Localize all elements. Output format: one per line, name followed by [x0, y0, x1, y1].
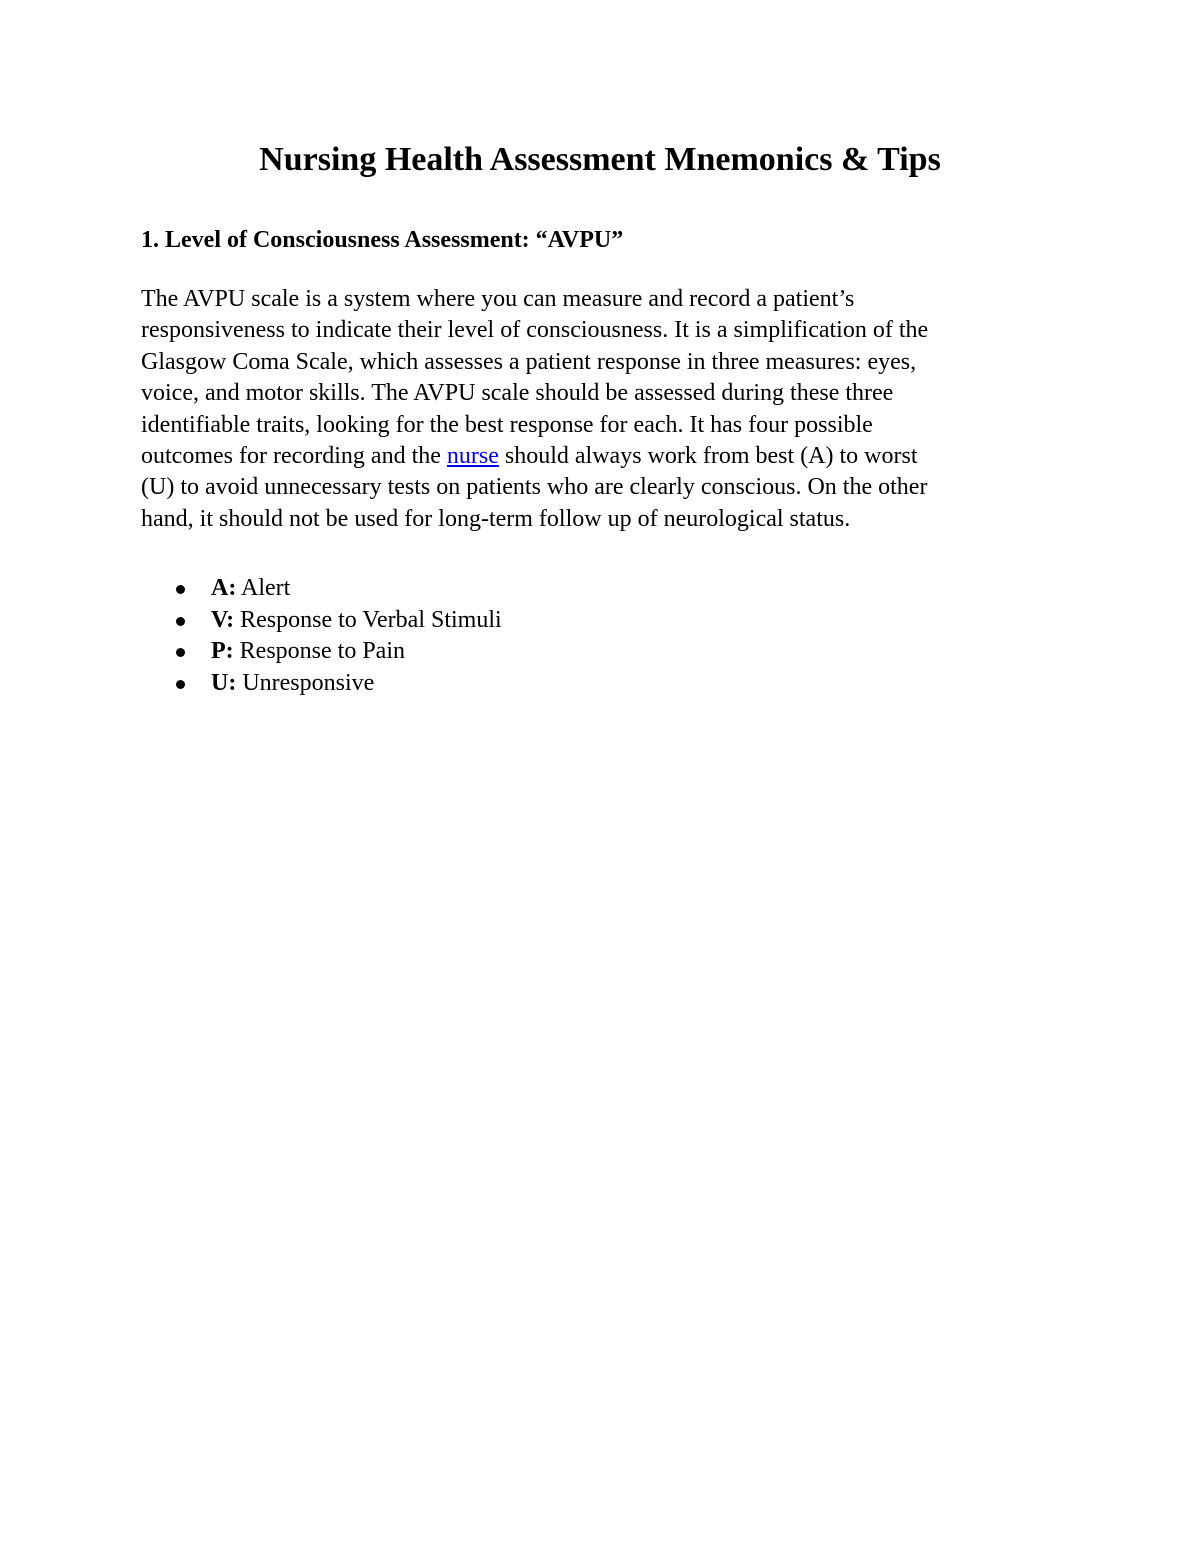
paragraph-line: The AVPU scale is a system where you can measure and record a patient’s	[141, 286, 855, 312]
bullet-key: U:	[211, 669, 237, 696]
document-title: Nursing Health Assessment Mnemonics & Tips	[259, 141, 941, 178]
list-item	[141, 668, 502, 700]
bullet-text: Unresponsive	[236, 669, 375, 696]
bullet-text: Response to Verbal Stimuli	[234, 606, 502, 633]
bullet-key: V:	[211, 606, 235, 633]
paragraph-line: voice, and motor skills. The AVPU scale should be assessed during these three	[141, 380, 894, 407]
bullet-icon	[176, 648, 185, 657]
bullet-key: P:	[211, 638, 234, 665]
paragraph-line: (U) to avoid unnecessary tests on patients who are clearly conscious. On the other	[141, 474, 928, 501]
nurse-link[interactable]: nurse	[446, 443, 499, 470]
paragraph-line: hand, it should not be used for long-term follow up of neurological status.	[141, 505, 851, 532]
bullet-icon	[176, 617, 185, 626]
bullet-text: Alert	[236, 575, 291, 601]
bullet-text: Response to Pain	[233, 638, 405, 665]
section-heading-avpu: 1. Level of Consciousness Assessment: “AVPU”	[141, 227, 624, 253]
paragraph-line: Glasgow Coma Scale, which assesses a patient response in three measures: eyes,	[141, 348, 917, 375]
bullet-key: A:	[211, 575, 237, 601]
paragraph-text: should always work from best (A) to worst	[498, 443, 918, 470]
avpu-description-paragraph	[141, 284, 1061, 535]
paragraph-text: outcomes for recording and the	[141, 443, 447, 470]
paragraph-line-with-link	[141, 441, 1061, 472]
paragraph-line: identifiable traits, looking for the best response for each. It has four possible	[141, 411, 873, 438]
list-item	[141, 636, 502, 668]
bullet-icon	[176, 680, 185, 689]
paragraph-line: responsiveness to indicate their level of consciousness. It is a simplification of the	[141, 317, 929, 344]
avpu-bullet-list	[141, 573, 502, 699]
list-item	[141, 605, 502, 637]
bullet-icon	[176, 585, 185, 594]
list-item	[141, 573, 502, 605]
